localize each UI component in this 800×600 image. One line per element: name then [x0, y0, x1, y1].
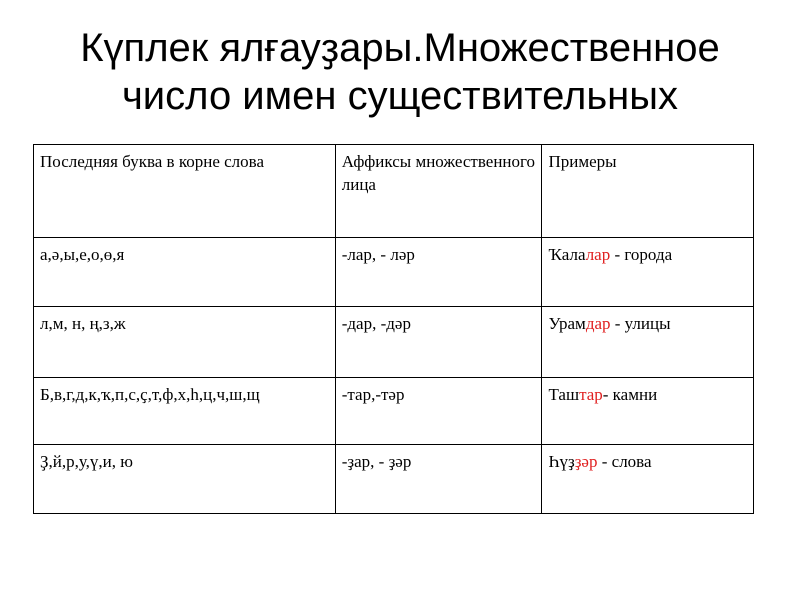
table-header-row [34, 145, 754, 238]
table-row [34, 307, 754, 378]
table-row [34, 445, 754, 514]
slide-title [0, 24, 800, 120]
plural-affixes-table [33, 144, 754, 514]
example-root: Һүҙ [548, 452, 575, 471]
cell-affixes: -лар, - ләр [335, 238, 542, 307]
cell-example [542, 238, 754, 307]
cell-letters: а,ә,ы,е,о,ө,я [34, 238, 336, 307]
header-last-letter: Последняя буква в корне слова [34, 145, 336, 238]
cell-example [542, 307, 754, 378]
example-suffix: дар [585, 314, 611, 333]
title-line-1: Күплек ялғауҙары.Множественное [80, 26, 720, 70]
cell-example [542, 378, 754, 445]
example-translation: - слова [597, 452, 652, 471]
cell-letters: Ҙ,й,р,у,ү,и, ю [34, 445, 336, 514]
cell-affixes: -тар,-тәр [335, 378, 542, 445]
cell-affixes: -ҙар, - ҙәр [335, 445, 542, 514]
table-row [34, 238, 754, 307]
example-translation: - улицы [610, 314, 671, 333]
cell-letters: Б,в,г,д,к,ҡ,п,с,ҫ,т,ф,х,һ,ц,ч,ш,щ [34, 378, 336, 445]
example-root: Таш [548, 385, 580, 404]
example-root: Урам [548, 314, 586, 333]
example-root: Ҡала [548, 245, 586, 264]
cell-letters: л,м, н, ң,з,ж [34, 307, 336, 378]
table-row [34, 378, 754, 445]
cell-example [542, 445, 754, 514]
example-suffix: лар [585, 245, 611, 264]
header-affixes: Аффиксы множественного лица [335, 145, 542, 238]
example-translation: - города [610, 245, 673, 264]
header-examples: Примеры [542, 145, 754, 238]
example-suffix: тар [579, 385, 603, 404]
example-translation: - камни [602, 385, 658, 404]
example-suffix: ҙәр [574, 452, 598, 471]
title-line-2: число имен существительных [121, 74, 679, 118]
cell-affixes: -дар, -дәр [335, 307, 542, 378]
